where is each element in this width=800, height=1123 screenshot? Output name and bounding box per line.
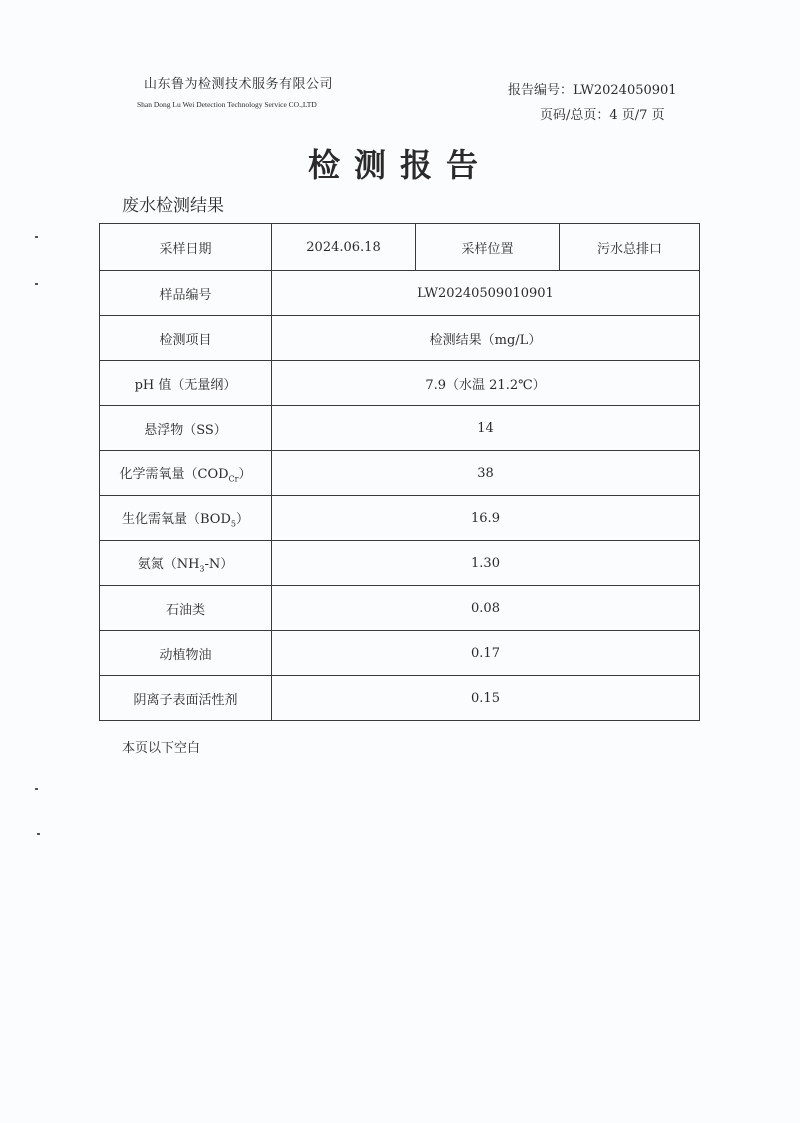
item-nh3n-suffix: -N） <box>204 556 234 572</box>
value-cod: 38 <box>272 451 700 496</box>
item-bod-suffix: ） <box>235 511 249 527</box>
item-ss: 悬浮物（SS） <box>100 406 272 451</box>
value-anionic-surfactant: 0.15 <box>272 676 700 721</box>
item-cod-suffix: ） <box>238 466 252 482</box>
sampling-location-label: 采样位置 <box>416 224 560 271</box>
scan-mark <box>37 833 40 835</box>
table-row <box>100 406 700 451</box>
table-row <box>100 224 700 271</box>
item-animal-plant-oil: 动植物油 <box>100 631 272 676</box>
table-row <box>100 541 700 586</box>
scan-mark <box>35 283 38 285</box>
item-cod <box>100 451 272 496</box>
company-name-en: Shan Dong Lu Wei Detection Technology Service CO.,LTD <box>137 100 317 109</box>
item-nh3n <box>100 541 272 586</box>
table-row <box>100 361 700 406</box>
footer-note: 本页以下空白 <box>122 741 201 756</box>
page-number: 页码/总页：4 页/7 页 <box>540 108 665 123</box>
table-row <box>100 631 700 676</box>
item-bod-sub: 5 <box>230 519 236 529</box>
table-row <box>100 586 700 631</box>
item-header: 检测项目 <box>100 316 272 361</box>
value-ss: 14 <box>272 406 700 451</box>
value-petroleum: 0.08 <box>272 586 700 631</box>
value-animal-plant-oil: 0.17 <box>272 631 700 676</box>
item-bod <box>100 496 272 541</box>
table-row <box>100 316 700 361</box>
table-row <box>100 271 700 316</box>
table-row <box>100 676 700 721</box>
sampling-date-label: 采样日期 <box>100 224 272 271</box>
value-nh3n: 1.30 <box>272 541 700 586</box>
report-number: 报告编号：LW2024050901 <box>508 83 677 98</box>
results-table <box>99 223 700 721</box>
item-cod-prefix: 化学需氧量（COD <box>119 466 229 482</box>
scan-mark <box>35 788 38 790</box>
item-nh3n-sub: 3 <box>199 564 205 574</box>
sampling-location-value: 污水总排口 <box>560 224 700 271</box>
sample-no-value: LW20240509010901 <box>272 271 700 316</box>
result-header: 检测结果（mg/L） <box>272 316 700 361</box>
item-nh3n-prefix: 氨氮（NH <box>137 556 200 572</box>
value-ph: 7.9（水温 21.2℃） <box>272 361 700 406</box>
table-row <box>100 451 700 496</box>
item-petroleum: 石油类 <box>100 586 272 631</box>
item-bod-prefix: 生化需氧量（BOD <box>122 511 231 527</box>
company-name-cn: 山东鲁为检测技术服务有限公司 <box>144 77 334 92</box>
item-cod-sub: Cr <box>228 474 239 484</box>
table-row <box>100 496 700 541</box>
report-title: 检测报告 <box>307 146 492 184</box>
scan-mark <box>35 236 38 238</box>
sample-no-label: 样品编号 <box>100 271 272 316</box>
section-title: 废水检测结果 <box>122 196 224 216</box>
item-ph: pH 值（无量纲） <box>100 361 272 406</box>
item-anionic-surfactant: 阴离子表面活性剂 <box>100 676 272 721</box>
value-bod: 16.9 <box>272 496 700 541</box>
sampling-date-value: 2024.06.18 <box>272 224 416 271</box>
